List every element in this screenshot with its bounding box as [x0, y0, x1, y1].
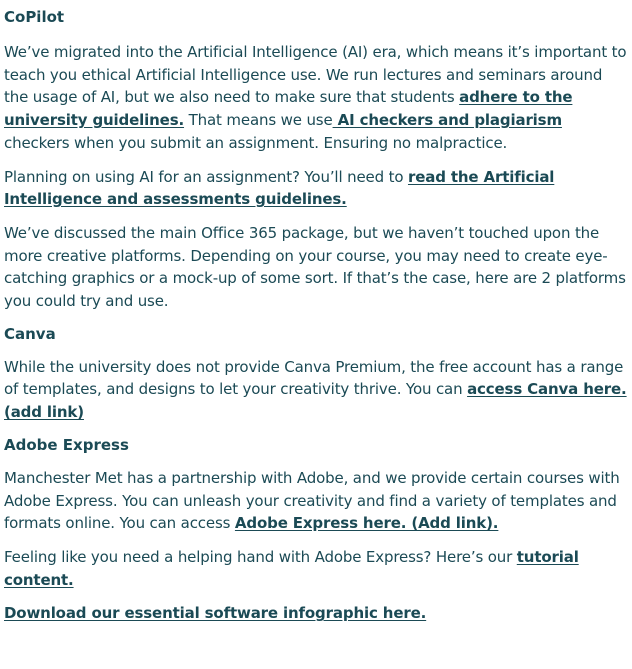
- adobe-express-heading: Adobe Express: [4, 435, 129, 454]
- creative-platforms-paragraph: We’ve discussed the main Office 365 package, but we haven’t touched upon the more creative platforms. Depending on your course, you may need to create eye-catching graphics or a mock-up of some sort. If that’s the case, here are 2 platforms you could try and use.: [4, 223, 626, 311]
- canva-paragraph: [4, 356, 628, 424]
- copilot-p1-text-3: checkers when you submit an assignment. Ensuring no malpractice.: [4, 133, 508, 152]
- adobe-tutorial-paragraph: [4, 546, 628, 591]
- copilot-paragraph-ai-era: [4, 41, 628, 155]
- infographic-paragraph: [4, 602, 628, 625]
- canva-p1-text-1: While the university does not provide Canva Premium, the free account has a range of templates, and designs to let your creativity thrive. You can: [4, 357, 624, 399]
- access-canva-link[interactable]: access Canva here. (add link): [4, 380, 627, 422]
- ai-assessment-guidelines-link[interactable]: read the Artificial Intelligence and assessments guidelines.: [4, 167, 555, 209]
- tutorial-content-link[interactable]: tutorial content.: [4, 547, 579, 589]
- adobe-express-link[interactable]: Adobe Express here. (Add link).: [234, 514, 499, 533]
- copilot-p2-text-1: Planning on using AI for an assignment? You’ll need to: [4, 167, 408, 186]
- ai-checkers-plagiarism-link[interactable]: AI checkers and plagiarism: [332, 111, 562, 130]
- download-infographic-link[interactable]: Download our essential software infographic here.: [4, 604, 427, 623]
- adobe-p1-text-1: Manchester Met has a partnership with Adobe, and we provide certain courses with Adobe Express. You can unleash your creativity and find a variety of templates and formats online. You can access: [4, 468, 620, 533]
- copilot-p1-text-1: We’ve migrated into the Artificial Intelligence (AI) era, which means it’s important to teach you ethical Artificial Intelligence use. We run lectures and seminars around the usage of AI, but we also need to make sure that students: [4, 43, 627, 107]
- copilot-paragraph-assignment: [4, 166, 628, 211]
- canva-heading: Canva: [4, 324, 56, 343]
- adobe-p2-text-1: Feeling like you need a helping hand with Adobe Express? Here’s our: [4, 547, 517, 566]
- copilot-p1-text-2: That means we use: [184, 111, 333, 130]
- adobe-partnership-paragraph: [4, 467, 628, 535]
- university-guidelines-link[interactable]: adhere to the university guidelines.: [4, 88, 573, 130]
- copilot-heading: CoPilot: [4, 8, 65, 26]
